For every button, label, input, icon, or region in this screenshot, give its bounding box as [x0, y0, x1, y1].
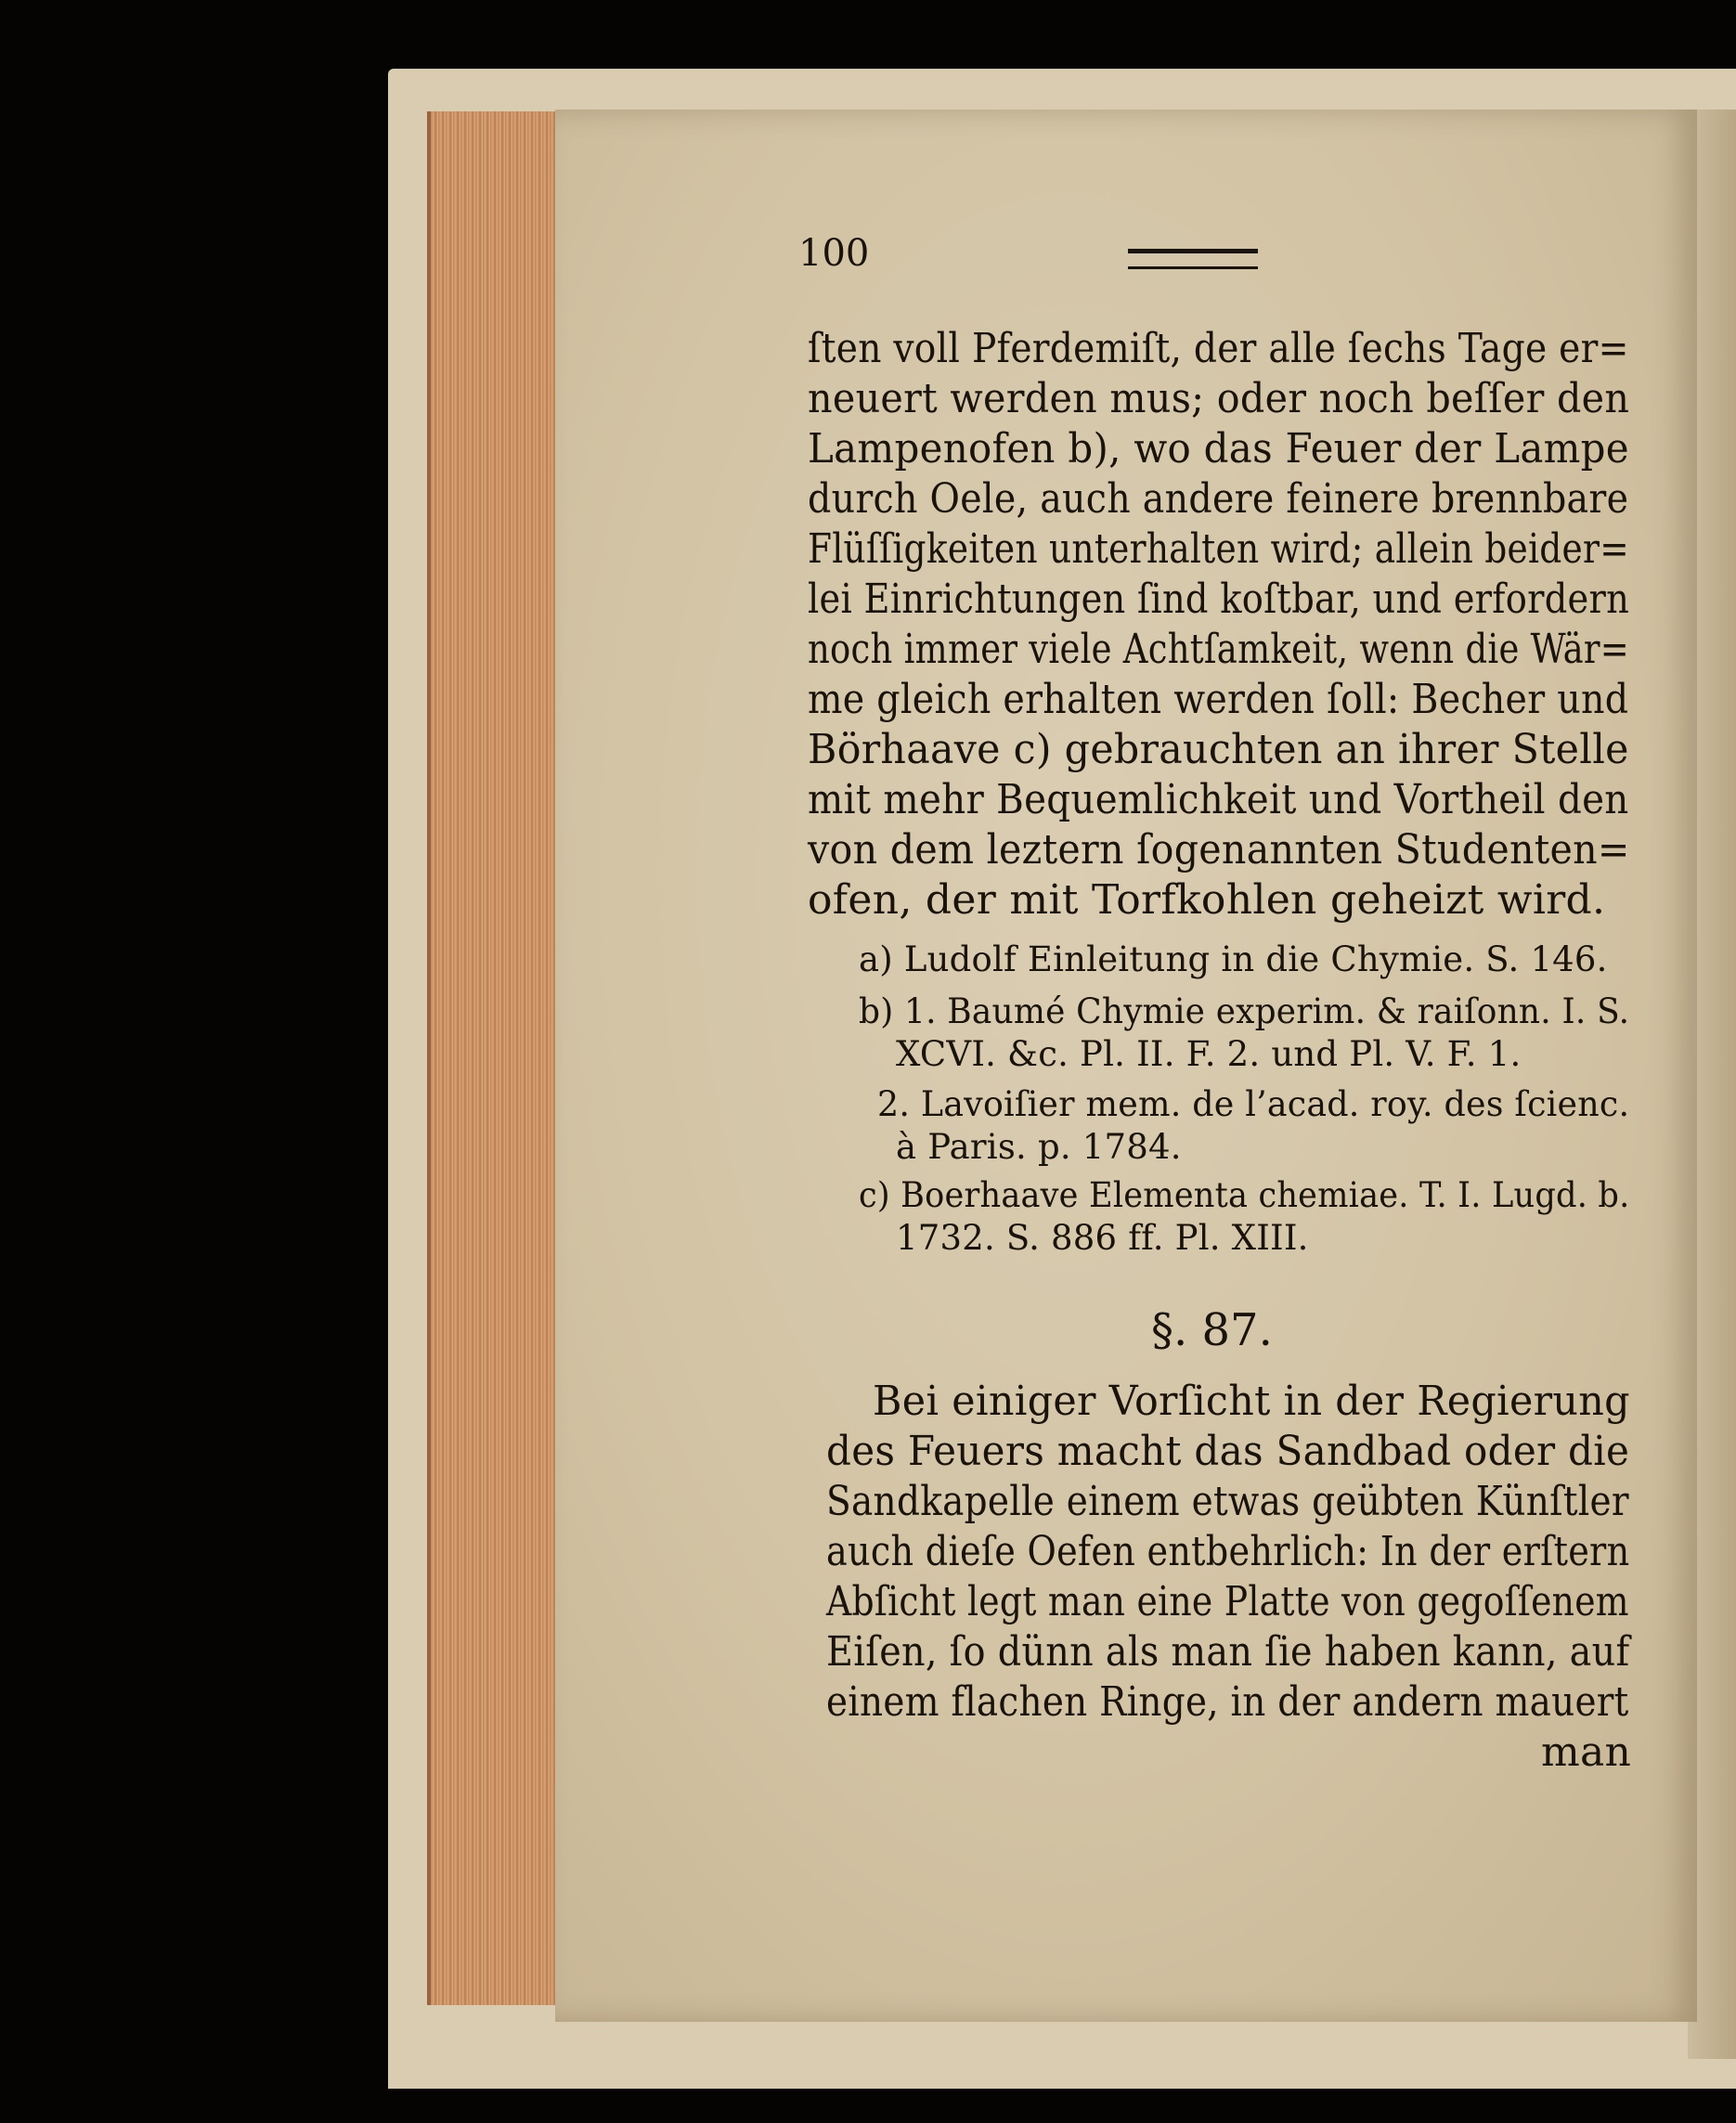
header-rule: [1128, 249, 1258, 269]
footnote: 1732. S. 886 ff. Pl. XIII.: [896, 1218, 1309, 1258]
body-line: Eiſen, ſo dünn als man ſie haben kann, auf: [826, 1628, 1630, 1676]
body-line: Börhaave c) gebrauchten an ihrer Stelle: [808, 726, 1629, 773]
body-line: lei Einrichtungen ſind koſtbar, und erfordern: [808, 576, 1630, 623]
body-line: des Feuers macht das Sandbad oder die: [826, 1428, 1630, 1475]
body-line: Bei einiger Vorſicht in der Regierung: [873, 1378, 1630, 1425]
body-line: me gleich erhalten werden ſoll: Becher und: [808, 676, 1629, 723]
footnote: b) 1. Baumé Chymie experim. & raiſonn. I. S.: [859, 991, 1630, 1031]
footnote: c) Boerhaave Elementa chemiae. T. I. Lugd. b.: [859, 1175, 1630, 1215]
body-line: Flüſſigkeiten unterhalten wird; allein beider=: [808, 525, 1629, 573]
footnote: a) Ludolf Einleitung in die Chymie. S. 146.: [859, 939, 1608, 979]
footnote: XCVI. &c. Pl. II. F. 2. und Pl. V. F. 1.: [896, 1034, 1522, 1074]
body-line: einem flachen Ringe, in der andern mauert: [826, 1678, 1629, 1726]
body-line: Sandkapelle einem etwas geübten Künſtler: [826, 1478, 1629, 1525]
body-line: Lampenofen b), wo das Feuer der Lampe: [808, 425, 1629, 472]
body-line: neuert werden mus; oder noch beſſer den: [808, 375, 1630, 422]
page-edges: [427, 111, 561, 2005]
body-line: Abſicht legt man eine Platte von gegoſſenem: [826, 1578, 1629, 1625]
body-line: ſten voll Pferdemiſt, der alle ſechs Tage er=: [808, 325, 1629, 372]
page-number: 100: [798, 232, 870, 275]
body-line: durch Oele, auch andere feinere brennbare: [808, 475, 1629, 523]
body-line: ofen, der mit Torfkohlen geheizt wird.: [808, 876, 1606, 924]
footnote: à Paris. p. 1784.: [896, 1127, 1182, 1167]
body-line: von dem leztern ſogenannten Studenten=: [808, 826, 1630, 874]
section-heading: §. 87.: [1151, 1304, 1273, 1356]
body-line: noch immer viele Achtſamkeit, wenn die Wär=: [808, 626, 1630, 673]
body-line: mit mehr Bequemlichkeit und Vortheil den: [808, 776, 1629, 823]
footnote: 2. Lavoiſier mem. de l’acad. roy. des ſcienc.: [877, 1084, 1630, 1124]
body-line: auch dieſe Oefen entbehrlich: In der erſtern: [826, 1528, 1630, 1575]
catchword: man: [1541, 1728, 1632, 1776]
